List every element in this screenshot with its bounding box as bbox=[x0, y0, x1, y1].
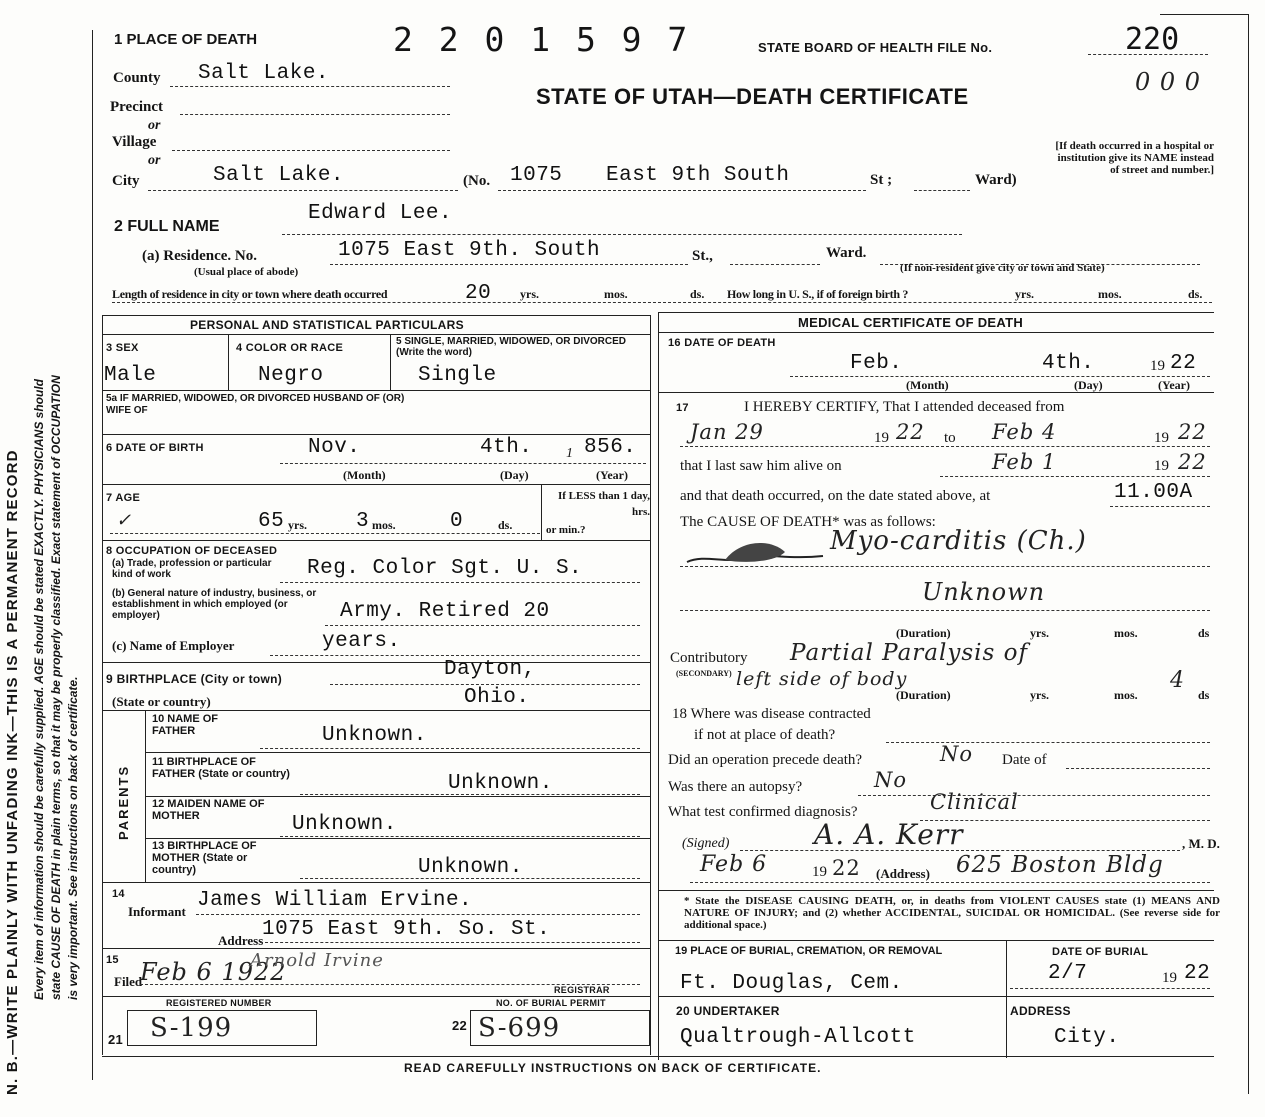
mother-rule bbox=[145, 838, 650, 839]
attended-to: Feb 4 bbox=[992, 420, 1057, 444]
occupation-a-label: (a) Trade, profession or particular kind of work bbox=[112, 558, 272, 580]
dob-year-caption: (Year) bbox=[596, 468, 628, 482]
certify-number: 17 bbox=[676, 402, 689, 414]
county-value: Salt Lake. bbox=[198, 62, 330, 85]
column-divider bbox=[658, 312, 659, 1060]
contributory-value: Partial Paralysis of bbox=[790, 640, 1028, 666]
father-birthplace-line bbox=[300, 794, 640, 795]
duration-yrs: yrs. bbox=[1030, 626, 1049, 640]
form-left-border bbox=[92, 30, 93, 1080]
birthplace-city: Dayton, bbox=[444, 658, 536, 681]
burial-place-label: 19 PLACE OF BURIAL, CREMATION, OR REMOVAL bbox=[675, 945, 943, 957]
registrar-label: REGISTRAR bbox=[554, 985, 610, 995]
duration-mos: mos. bbox=[1114, 626, 1138, 640]
dob-month-caption: (Month) bbox=[343, 468, 386, 482]
father-birthplace-label: 11 BIRTHPLACE OF FATHER (State or country) bbox=[152, 756, 290, 780]
cause-line-2-rule bbox=[680, 610, 1210, 611]
cause-scribble-icon bbox=[685, 534, 825, 568]
attended-from: Jan 29 bbox=[690, 420, 764, 444]
color-marital-divider bbox=[390, 334, 391, 390]
age-line bbox=[110, 533, 540, 534]
mother-birthplace-label: 13 BIRTHPLACE OF MOTHER (State or country) bbox=[152, 840, 257, 876]
form-right-border bbox=[1248, 14, 1249, 1094]
city-line bbox=[148, 190, 458, 191]
operation-line bbox=[1066, 768, 1210, 769]
ward-line bbox=[914, 190, 970, 191]
spouse-label: 5a IF MARRIED, WIDOWED, OR DIVORCED HUSBAND OF (OR) WIFE OF bbox=[106, 393, 405, 416]
attended-from-year: 22 bbox=[896, 420, 925, 444]
autopsy-value: No bbox=[874, 768, 908, 792]
village-line bbox=[172, 150, 450, 151]
medical-section-title: MEDICAL CERTIFICATE OF DEATH bbox=[798, 315, 1024, 330]
operation-value: No bbox=[940, 742, 974, 766]
parents-label: PARENTS bbox=[116, 764, 131, 840]
birthplace-state-label: (State or country) bbox=[112, 694, 211, 709]
if-less-label: If LESS than 1 day, hrs. bbox=[557, 490, 650, 518]
or-label-2: or bbox=[148, 153, 161, 168]
registrar-signature: Arnold Irvine bbox=[250, 950, 384, 971]
instructions-line-1: Every item of information should be carefully supplied. AGE should be stated EXACTLY. PHYSICIANS should bbox=[32, 379, 46, 1000]
birthplace-rule bbox=[102, 710, 650, 711]
cause-line-2: Unknown bbox=[922, 578, 1046, 606]
parents-bottom-rule bbox=[102, 882, 650, 883]
informant-label: Informant bbox=[128, 904, 186, 919]
burial-permit-prefix: 22 bbox=[452, 1018, 468, 1033]
informant-address: 1075 East 9th. So. St. bbox=[262, 918, 551, 941]
residence-value: 1075 East 9th. South bbox=[338, 239, 601, 262]
bottom-rule bbox=[102, 1056, 1214, 1057]
us-yrs: yrs. bbox=[1015, 287, 1034, 301]
residence-ward-label: Ward. bbox=[826, 245, 867, 261]
age-label: 7 AGE bbox=[106, 492, 141, 504]
residence-st-label: St., bbox=[692, 248, 713, 264]
personal-top-rule bbox=[102, 315, 650, 316]
street-number: 1075 bbox=[510, 164, 563, 187]
address-line bbox=[690, 882, 1210, 883]
cause-footnote: * State the DISEASE CAUSING DEATH, or, in deaths from VIOLENT CAUSES state (1) MEANS AND NATURE OF INJURY; and (2) whether ACCIDENTAL, SUICIDAL OR HOMICIDAL. (See reverse side for additional space.) bbox=[684, 895, 1220, 931]
length-residence-years: 20 bbox=[465, 282, 492, 305]
operation-label: Did an operation precede death? bbox=[668, 752, 863, 768]
dob-label: 6 DATE OF BIRTH bbox=[106, 442, 204, 454]
occupation-a-value: Reg. Color Sgt. U. S. bbox=[307, 557, 583, 580]
city-value: Salt Lake. bbox=[213, 164, 345, 187]
marital-label: 5 SINGLE, MARRIED, WIDOWED, OR DIVORCED (Write the word) bbox=[396, 336, 627, 358]
filed-number: 15 bbox=[106, 954, 119, 966]
death-date-line bbox=[790, 376, 1210, 377]
attended-to-year-prefix: 19 bbox=[1154, 430, 1169, 446]
father-birthplace-value: Unknown. bbox=[448, 772, 553, 795]
mother-value: Unknown. bbox=[292, 813, 397, 836]
personal-right-rule bbox=[650, 315, 651, 1055]
cause-scribble bbox=[685, 534, 825, 568]
physician-address-label: (Address) bbox=[876, 866, 930, 881]
medical-title-rule bbox=[658, 332, 1214, 333]
death-year-prefix: 19 bbox=[1150, 358, 1165, 374]
burial-permit-number: S-699 bbox=[478, 1013, 561, 1043]
dob-rule bbox=[102, 484, 650, 485]
where-contracted-label-2: if not at place of death? bbox=[694, 727, 836, 743]
birthplace-line bbox=[330, 684, 640, 685]
personal-title-rule bbox=[102, 334, 650, 335]
contributory-value-2: left side of body bbox=[736, 668, 908, 690]
test-value: Clinical bbox=[930, 790, 1019, 814]
full-name-label: 2 FULL NAME bbox=[114, 218, 220, 235]
dob-year: 856. bbox=[584, 436, 637, 459]
sign-year-prefix: 19 bbox=[812, 864, 827, 880]
informant-line bbox=[196, 914, 640, 915]
length-line bbox=[112, 302, 1212, 303]
undertaker-label: 20 UNDERTAKER bbox=[676, 1004, 780, 1018]
age-months: 3 bbox=[356, 510, 370, 533]
age-rule bbox=[102, 540, 650, 541]
medical-foot-rule bbox=[658, 890, 1214, 891]
burial-date-label: DATE OF BURIAL bbox=[1052, 946, 1149, 958]
read-instructions: READ CAREFULLY INSTRUCTIONS ON BACK OF CERTIFICATE. bbox=[404, 1061, 822, 1075]
or-label-1: or bbox=[148, 118, 161, 133]
sign-date: Feb 6 bbox=[700, 852, 768, 877]
father-value: Unknown. bbox=[322, 724, 427, 747]
permanent-record-notice: N. B.—WRITE PLAINLY WITH UNFADING INK—THIS IS A PERMANENT RECORD bbox=[4, 449, 21, 1095]
sex-color-divider bbox=[228, 334, 229, 390]
last-saw-date: Feb 1 bbox=[992, 450, 1057, 474]
employer-line bbox=[270, 655, 640, 656]
age-days: 0 bbox=[450, 510, 464, 533]
last-saw-year: 22 bbox=[1178, 450, 1207, 474]
street-name: East 9th South bbox=[606, 164, 790, 187]
where-contracted-label: 18 Where was disease contracted bbox=[672, 706, 871, 722]
cause-label: The CAUSE OF DEATH* was as follows: bbox=[680, 514, 936, 530]
footnote-rule bbox=[658, 940, 1214, 941]
spouse-rule bbox=[102, 434, 650, 435]
attended-to-year: 22 bbox=[1178, 420, 1207, 444]
filed-label: Filed bbox=[114, 974, 143, 989]
dob-year-prefix: 1 bbox=[566, 446, 573, 461]
md-label: , M. D. bbox=[1182, 836, 1220, 851]
ward-label: Ward) bbox=[975, 172, 1017, 188]
informant-number: 14 bbox=[112, 888, 125, 900]
city-label: City bbox=[112, 173, 140, 189]
village-label: Village bbox=[112, 134, 157, 150]
us-ds: ds. bbox=[1188, 287, 1203, 301]
age-yrs: yrs. bbox=[288, 518, 307, 532]
birthplace-label: 9 BIRTHPLACE (City or town) bbox=[106, 672, 283, 686]
burial-rule bbox=[658, 996, 1214, 997]
attended-from-year-prefix: 19 bbox=[874, 430, 889, 446]
age-mos: mos. bbox=[372, 518, 396, 532]
burial-year-value: 22 bbox=[1184, 962, 1211, 985]
contrib-duration-caption: (Duration) bbox=[896, 688, 951, 702]
occupation-rule bbox=[102, 662, 650, 663]
death-year: 22 bbox=[1170, 352, 1197, 375]
birthplace-state: Ohio. bbox=[464, 686, 530, 709]
usual-abode-caption: (Usual place of abode) bbox=[194, 266, 299, 278]
full-name-line bbox=[282, 234, 962, 235]
marital-value: Single bbox=[418, 364, 497, 387]
length-yrs: yrs. bbox=[520, 287, 539, 301]
informant-rule bbox=[102, 948, 650, 949]
length-ds: ds. bbox=[690, 287, 705, 301]
informant-address-label: Address bbox=[218, 933, 264, 948]
dob-month: Nov. bbox=[308, 436, 361, 459]
us-residence-label: How long in U. S., if of foreign birth ? bbox=[727, 287, 909, 301]
nonresident-caption: (If non-resident give city or town and State) bbox=[900, 262, 1105, 274]
registered-prefix: 21 bbox=[108, 1032, 124, 1047]
undertaker-value: Qualtrough-Allcott bbox=[680, 1026, 916, 1049]
undertaker-address: City. bbox=[1054, 1026, 1120, 1049]
cause-line bbox=[680, 566, 1210, 567]
personal-left-rule bbox=[102, 315, 103, 1055]
burial-date-line bbox=[1010, 988, 1210, 989]
last-saw-text: that I last saw him alive on bbox=[680, 458, 842, 474]
death-day-caption: (Day) bbox=[1074, 378, 1103, 392]
full-name-value: Edward Lee. bbox=[308, 202, 453, 225]
certify-text: I HEREBY CERTIFY, That I attended deceased from bbox=[744, 399, 1065, 415]
father-birthplace-rule bbox=[145, 796, 650, 797]
signed-line bbox=[740, 850, 1180, 851]
occupation-b-label: (b) General nature of industry, business, or establishment in which employed (or employer) bbox=[112, 588, 317, 621]
undertaker-address-label: ADDRESS bbox=[1010, 1004, 1071, 1018]
certificate-number: 2 2 0 1 5 9 7 bbox=[393, 20, 691, 59]
sign-year: 22 bbox=[832, 856, 861, 880]
sex-label: 3 SEX bbox=[106, 342, 139, 354]
death-occurred-text: and that death occurred, on the date stated above, at bbox=[680, 488, 991, 504]
sex-value: Male bbox=[104, 364, 157, 387]
length-residence-label: Length of residence in city or town where death occurred bbox=[112, 287, 388, 301]
burial-permit-number-label: NO. OF BURIAL PERMIT bbox=[496, 998, 606, 1008]
test-label: What test confirmed diagnosis? bbox=[668, 804, 858, 820]
age-divider bbox=[541, 484, 542, 540]
us-mos: mos. bbox=[1098, 287, 1122, 301]
county-label: County bbox=[113, 70, 161, 86]
informant-address-line bbox=[260, 942, 640, 943]
dob-line bbox=[280, 463, 646, 464]
attended-line bbox=[680, 446, 1210, 447]
employer-label: (c) Name of Employer bbox=[112, 638, 235, 653]
mother-birthplace-value: Unknown. bbox=[418, 856, 523, 879]
personal-section-title: PERSONAL AND STATISTICAL PARTICULARS bbox=[190, 318, 464, 332]
file-no-value: 220 bbox=[1125, 22, 1180, 57]
residence-label: (a) Residence. No. bbox=[142, 248, 257, 264]
last-saw-line bbox=[940, 476, 1210, 477]
filed-rule bbox=[102, 996, 650, 997]
street-no-label: (No. bbox=[463, 173, 491, 189]
registered-number: S-199 bbox=[150, 1013, 233, 1043]
father-line bbox=[260, 748, 640, 749]
death-date-rule bbox=[658, 392, 1214, 393]
occupation-a-line bbox=[280, 582, 640, 583]
duration-caption: (Duration) bbox=[896, 626, 951, 640]
death-month: Feb. bbox=[850, 352, 903, 375]
hospital-note: [If death occurred in a hospital or institution give its NAME instead of street and number.] bbox=[1055, 140, 1214, 176]
mother-label: 12 MAIDEN NAME OF MOTHER bbox=[152, 798, 265, 822]
precinct-line bbox=[180, 114, 450, 115]
physician-address: 625 Boston Bldg bbox=[956, 852, 1164, 878]
attended-to-label: to bbox=[944, 430, 956, 446]
place-of-death-label: 1 PLACE OF DEATH bbox=[114, 31, 258, 48]
file-no-label: STATE BOARD OF HEALTH FILE No. bbox=[758, 40, 993, 55]
burial-year-prefix: 19 bbox=[1162, 970, 1177, 986]
burial-place-value: Ft. Douglas, Cem. bbox=[680, 972, 903, 995]
contrib-yrs: yrs. bbox=[1030, 688, 1049, 702]
medical-top-rule bbox=[658, 312, 1214, 313]
death-year-caption: (Year) bbox=[1158, 378, 1190, 392]
residence-ward-line bbox=[730, 264, 820, 265]
informant-value: James William Ervine. bbox=[197, 889, 473, 912]
occupation-b-line bbox=[325, 625, 640, 626]
contrib-months: 4 bbox=[1170, 668, 1185, 693]
mother-birthplace-line bbox=[300, 878, 640, 879]
burial-divider bbox=[1006, 940, 1007, 1058]
autopsy-label: Was there an autopsy? bbox=[668, 779, 803, 795]
where-line bbox=[886, 742, 1210, 743]
physician-signature: A. A. Kerr bbox=[814, 818, 964, 851]
county-line bbox=[170, 86, 450, 87]
signed-label: (Signed) bbox=[682, 836, 730, 851]
precinct-label: Precinct bbox=[110, 99, 164, 115]
form-top-border bbox=[1160, 14, 1248, 15]
file-no-extra: 0 0 0 bbox=[1135, 68, 1202, 96]
or-min-label: or min.? bbox=[546, 524, 586, 536]
instructions-line-3: is very important. See instructions on back of certificate. bbox=[66, 676, 80, 1000]
age-mark: ✓ bbox=[116, 510, 133, 531]
age-ds: ds. bbox=[498, 518, 513, 532]
duration-ds: ds bbox=[1198, 626, 1210, 640]
contrib-ds: ds bbox=[1198, 688, 1210, 702]
burial-date-value: 2/7 bbox=[1048, 962, 1088, 985]
certificate-title: STATE OF UTAH—DEATH CERTIFICATE bbox=[536, 84, 969, 109]
cause-value: Myo-carditis (Ch.) bbox=[830, 526, 1087, 556]
length-mos: mos. bbox=[604, 287, 628, 301]
employer-value: years. bbox=[322, 630, 401, 653]
contributory-label: Contributory bbox=[670, 650, 748, 666]
marital-rule bbox=[102, 390, 650, 391]
death-day: 4th. bbox=[1042, 352, 1095, 375]
death-time-line bbox=[1110, 506, 1210, 507]
father-rule bbox=[145, 752, 650, 753]
mother-line bbox=[280, 836, 640, 837]
street-st-label: St ; bbox=[870, 172, 893, 188]
registered-number-label: REGISTERED NUMBER bbox=[166, 998, 272, 1008]
dob-day: 4th. bbox=[480, 436, 533, 459]
residence-line bbox=[330, 264, 688, 265]
death-month-caption: (Month) bbox=[906, 378, 949, 392]
instructions-line-2: state CAUSE OF DEATH in plain terms, so that it may be properly classified. Exact statement of OCCUPATION bbox=[49, 375, 63, 1000]
occupation-label: 8 OCCUPATION OF DECEASED bbox=[106, 545, 278, 557]
last-saw-year-prefix: 19 bbox=[1154, 458, 1169, 474]
secondary-caption: (SECONDARY) bbox=[676, 669, 732, 678]
operation-date-label: Date of bbox=[1002, 752, 1047, 768]
age-years: 65 bbox=[258, 510, 285, 533]
color-value: Negro bbox=[258, 364, 324, 387]
filed-value: Feb 6 1922 bbox=[140, 958, 287, 986]
contrib-mos: mos. bbox=[1114, 688, 1138, 702]
death-time: 11.00A bbox=[1114, 481, 1193, 504]
occupation-b-value: Army. Retired 20 bbox=[340, 600, 550, 623]
street-line bbox=[498, 190, 866, 191]
dob-day-caption: (Day) bbox=[500, 468, 529, 482]
color-label: 4 COLOR OR RACE bbox=[236, 342, 344, 354]
autopsy-line bbox=[858, 795, 1210, 796]
death-date-label: 16 DATE OF DEATH bbox=[668, 337, 776, 349]
father-label: 10 NAME OF FATHER bbox=[152, 713, 219, 737]
